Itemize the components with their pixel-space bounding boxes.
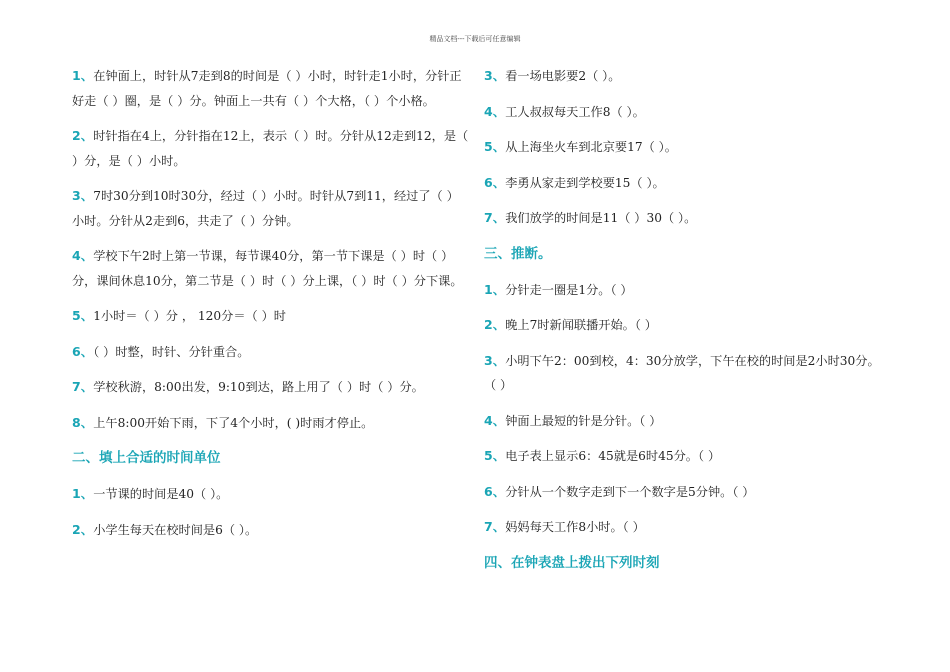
page-header: 精品文档---下载后可任意编辑 (429, 35, 521, 43)
question-text: 分针从一个数字走到下一个数字是5分钟。（ ） (505, 484, 755, 499)
question-text: 电子表上显示6：45就是6时45分。（ ） (505, 449, 721, 463)
section-heading: 三、推断。 (484, 245, 552, 262)
question-item (72, 124, 470, 173)
question-number: 3、 (72, 188, 94, 203)
question-number: 2、 (72, 521, 94, 537)
question-item (484, 171, 884, 196)
question-number: 6、 (484, 483, 506, 499)
question-text: 看一场电影要2（ ）。 (505, 69, 621, 83)
question-text: 我们放学的时间是11（ ）30（ ）。 (505, 211, 697, 225)
question-item (484, 349, 884, 398)
question-text: 小学生每天在校时间是6（ ）。 (93, 522, 258, 537)
question-text: 从上海坐火车到北京要17（ ）。 (505, 140, 677, 154)
question-number: 3、 (484, 352, 506, 368)
question-number: 3、 (484, 68, 506, 83)
section-heading: 四、在钟表盘上拨出下列时刻 (484, 554, 660, 571)
question-text: （ ）时整，时针、分针重合。 (93, 344, 250, 359)
question-number: 6、 (484, 174, 506, 190)
question-item (72, 304, 470, 329)
question-text: 一节课的时间是40（ ）。 (93, 487, 229, 501)
left-column (72, 64, 470, 553)
question-item (484, 515, 884, 540)
question-number: 5、 (72, 308, 94, 323)
question-text: 分针走一圈是1分。（ ） (505, 282, 633, 297)
question-text: 李勇从家走到学校要15（ ）。 (505, 175, 665, 190)
question-number: 5、 (484, 448, 506, 463)
question-item (484, 313, 884, 338)
question-text: 时针指在4上，分针指在12上，表示（ ）时。分针从12走到12，是（ ）分，是（ ）小时。 (72, 129, 469, 168)
question-number: 2、 (72, 128, 94, 143)
question-text: 1小时＝（ ）分 ， 120分＝（ ）时 (93, 309, 286, 323)
question-number: 5、 (484, 139, 506, 154)
question-number: 2、 (484, 317, 506, 332)
question-text: 7时30分到10时30分，经过（ ）小时。时针从7到11，经过了（ ）小时。分针从2走到6，共走了（ ）分钟。 (72, 189, 459, 228)
question-item (72, 518, 470, 543)
question-item (484, 135, 884, 160)
question-item (72, 340, 470, 365)
question-item (484, 278, 884, 303)
question-item (484, 100, 884, 125)
question-number: 7、 (484, 210, 506, 225)
question-number: 8、 (72, 414, 94, 430)
question-number: 1、 (72, 68, 94, 83)
question-text: 在钟面上，时针从7走到8的时间是（ ）小时，时针走1小时，分针正好走（ ）圈，是（ ）分。钟面上一共有（ ）个大格，（ ）个小格。 (72, 69, 462, 108)
question-text: 晚上7时新闻联播开始。（ ） (505, 318, 657, 332)
question-item (72, 482, 470, 507)
question-text: 学校下午2时上第一节课，每节课40分，第一节下课是（ ）时（ ）分，课间休息10分，第二节是（ ）时（ ）分上课，（ ）时（ ）分下课。 (72, 249, 463, 288)
question-number: 6、 (72, 343, 94, 359)
question-item (72, 184, 470, 233)
right-column (484, 64, 884, 587)
question-text: 钟面上最短的针是分针。（ ） (505, 413, 662, 428)
question-item (72, 411, 470, 436)
question-item (72, 244, 470, 293)
question-text: 工人叔叔每天工作8（ ）。 (505, 104, 645, 119)
question-item (484, 64, 884, 89)
question-number: 4、 (72, 248, 94, 263)
question-number: 7、 (72, 379, 94, 394)
question-number: 7、 (484, 519, 506, 534)
question-item (484, 206, 884, 231)
question-item (484, 409, 884, 434)
question-number: 4、 (484, 103, 506, 119)
question-item (72, 64, 470, 113)
question-number: 1、 (72, 486, 94, 501)
question-number: 4、 (484, 412, 506, 428)
question-text: 妈妈每天工作8小时。（ ） (505, 520, 645, 534)
question-item (484, 444, 884, 469)
question-number: 1、 (484, 281, 506, 297)
question-item (484, 480, 884, 505)
question-item (72, 375, 470, 400)
question-text: 上午8:00开始下雨，下了4个小时，( )时雨才停止。 (93, 415, 374, 430)
question-text: 小明下午2：00到校，4：30分放学，下午在校的时间是2小时30分。（ ） (484, 353, 880, 392)
question-text: 学校秋游，8:00出发，9:10到达，路上用了（ ）时（ ）分。 (93, 380, 424, 394)
section-heading: 二、填上合适的时间单位 (72, 450, 221, 466)
